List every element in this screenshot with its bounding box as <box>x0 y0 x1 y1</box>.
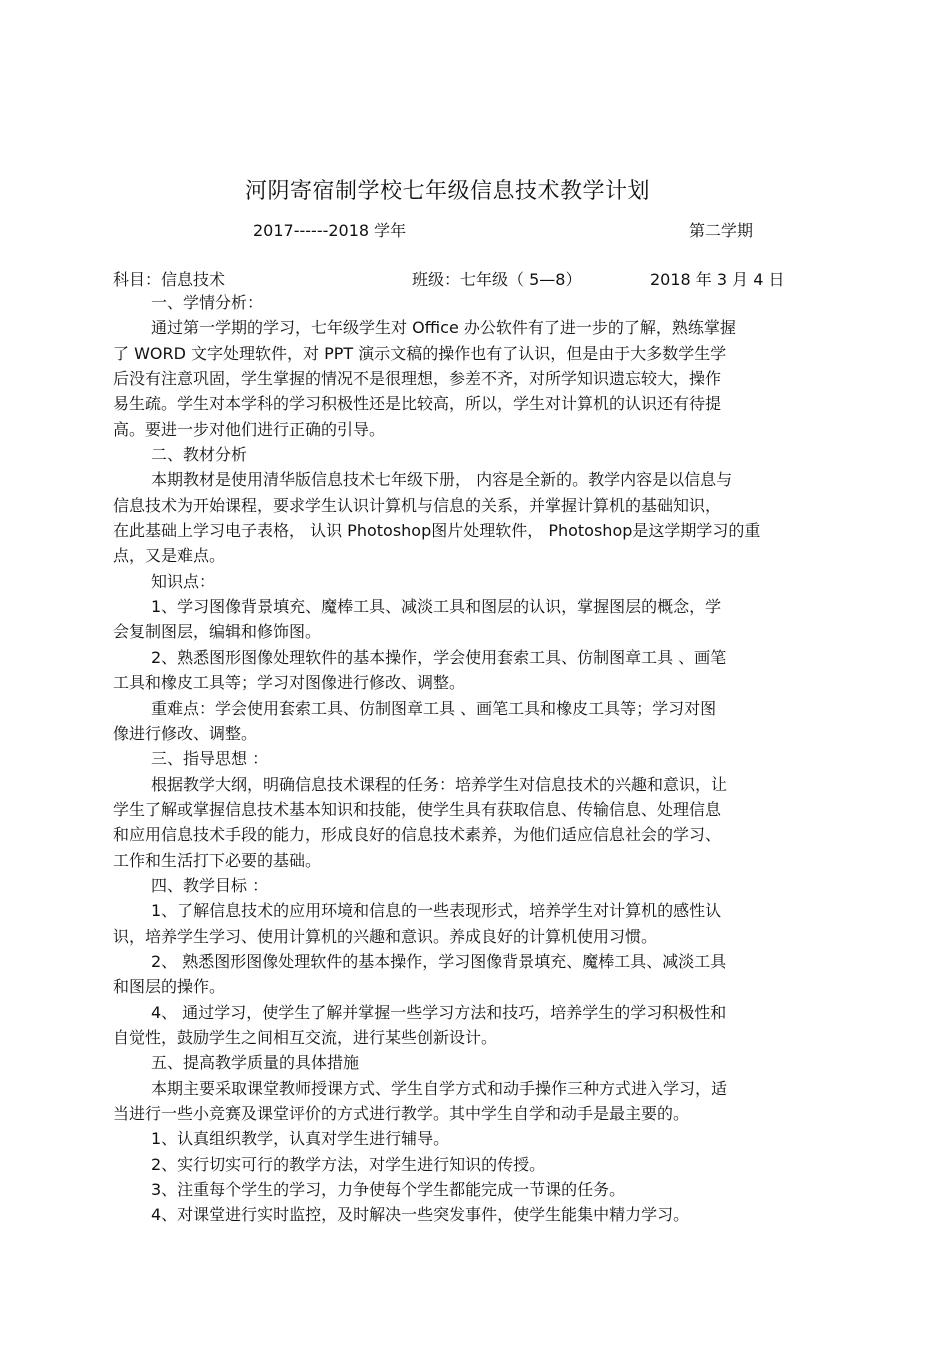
list-item: 1、学习图像背景填充、魔棒工具、减淡工具和图层的认识，掌握图层的概念，学 <box>151 597 722 617</box>
list-item: 2、实行切实可行的教学方法，对学生进行知识的传授。 <box>151 1154 546 1174</box>
paragraph-line: 像进行修改、调整。 <box>113 723 258 743</box>
paragraph-line: 重难点：学会使用套索工具、仿制图章工具 、画笔工具和橡皮工具等；学习对图 <box>151 698 717 718</box>
school-year: 2017------2018 学年 <box>253 221 407 240</box>
subheading: 知识点： <box>151 571 216 591</box>
section-heading: 三、指导思想 ： <box>151 749 269 769</box>
paragraph-line: 当进行一些小竞赛及课堂评价的方式进行教学。其中学生自学和动手是最主要的。 <box>113 1104 690 1123</box>
date: 2018 年 3 月 4 日 <box>650 270 785 289</box>
term: 第二学期 <box>689 221 754 240</box>
list-item: 2、熟悉图形图像处理软件的基本操作，学会使用套索工具、仿制图章工具 、画笔 <box>151 647 727 667</box>
paragraph-line: 点，又是难点。 <box>113 546 226 566</box>
section-heading: 四、教学目标 ： <box>151 875 269 895</box>
list-item-continued: 自觉性，鼓励学生之间相互交流，进行某些创新设计。 <box>113 1027 498 1047</box>
list-item-continued: 会复制图层，编辑和修饰图。 <box>113 622 322 642</box>
list-item: 4、 通过学习，使学生了解并掌握一些学习方法和技巧，培养学生的学习积极性和 <box>151 1002 727 1022</box>
paragraph-line: 和应用信息技术手段的能力，形成良好的信息技术素养，为他们适应信息社会的学习、 <box>113 825 722 845</box>
paragraph-line: 工作和生活打下必要的基础。 <box>113 850 322 870</box>
list-item-continued: 工具和橡皮工具等；学习对图像进行修改、调整。 <box>113 673 466 693</box>
paragraph-line: 信息技术为开始课程，要求学生认识计算机与信息的关系，并掌握计算机的基础知识， <box>113 495 722 515</box>
paragraph-line: 学生了解或掌握信息技术基本知识和技能，使学生具有获取信息、传输信息、处理信息 <box>113 799 722 819</box>
document-title: 河阴寄宿制学校七年级信息技术教学计划 <box>245 179 651 204</box>
list-item: 2、 熟悉图形图像处理软件的基本操作，学习图像背景填充、魔棒工具、减淡工具 <box>151 951 727 971</box>
list-item: 3、注重每个学生的学习，力争使每个学生都能完成一节课的任务。 <box>151 1180 626 1200</box>
document-body <box>113 290 848 1228</box>
paragraph-line: 了 WORD 文字处理软件，对 PPT 演示文稿的操作也有了认识，但是由于大多数学生学 <box>113 343 727 363</box>
paragraph-line: 根据教学大纲，明确信息技术课程的任务：培养学生对信息技术的兴趣和意识，让 <box>151 774 728 794</box>
subject: 科目：信息技术 <box>113 270 226 289</box>
paragraph-line: 本期主要采取课堂教师授课方式、学生自学方式和动手操作三种方式进入学习，适 <box>151 1078 728 1098</box>
paragraph-line: 通过第一学期的学习，七年级学生对 Office 办公软件有了进一步的了解，熟练掌握 <box>151 318 736 338</box>
list-item: 4、对课堂进行实时监控，及时解决一些突发事件，使学生能集中精力学习。 <box>151 1205 690 1225</box>
section-heading: 二、教材分析 <box>151 445 248 465</box>
list-item-continued: 识，培养学生学习、使用计算机的兴趣和意识。养成良好的计算机使用习惯。 <box>113 926 658 946</box>
paragraph-line: 本期教材是使用清华版信息技术七年级下册， 内容是全新的。教学内容是以信息与 <box>151 470 733 490</box>
paragraph-line: 高。要进一步对他们进行正确的引导。 <box>113 419 386 439</box>
section-heading: 五、提高教学质量的具体措施 <box>151 1053 360 1073</box>
list-item-continued: 和图层的操作。 <box>113 977 226 997</box>
class-info: 班级：七年级（ 5—8） <box>412 270 582 289</box>
paragraph-line: 在此基础上学习电子表格， 认识 Photoshop图片处理软件， Photoshop是这学期学习的重 <box>113 521 761 541</box>
list-item: 1、了解信息技术的应用环境和信息的一些表现形式，培养学生对计算机的感性认 <box>151 901 722 921</box>
section-heading: 一、学情分析： <box>151 293 264 312</box>
paragraph-line: 易生疏。学生对本学科的学习积极性还是比较高，所以，学生对计算机的认识还有待提 <box>113 394 722 414</box>
paragraph-line: 后没有注意巩固，学生掌握的情况不是很理想，参差不齐，对所学知识遗忘较大，操作 <box>113 369 722 389</box>
list-item: 1、认真组织教学，认真对学生进行辅导。 <box>151 1129 450 1149</box>
